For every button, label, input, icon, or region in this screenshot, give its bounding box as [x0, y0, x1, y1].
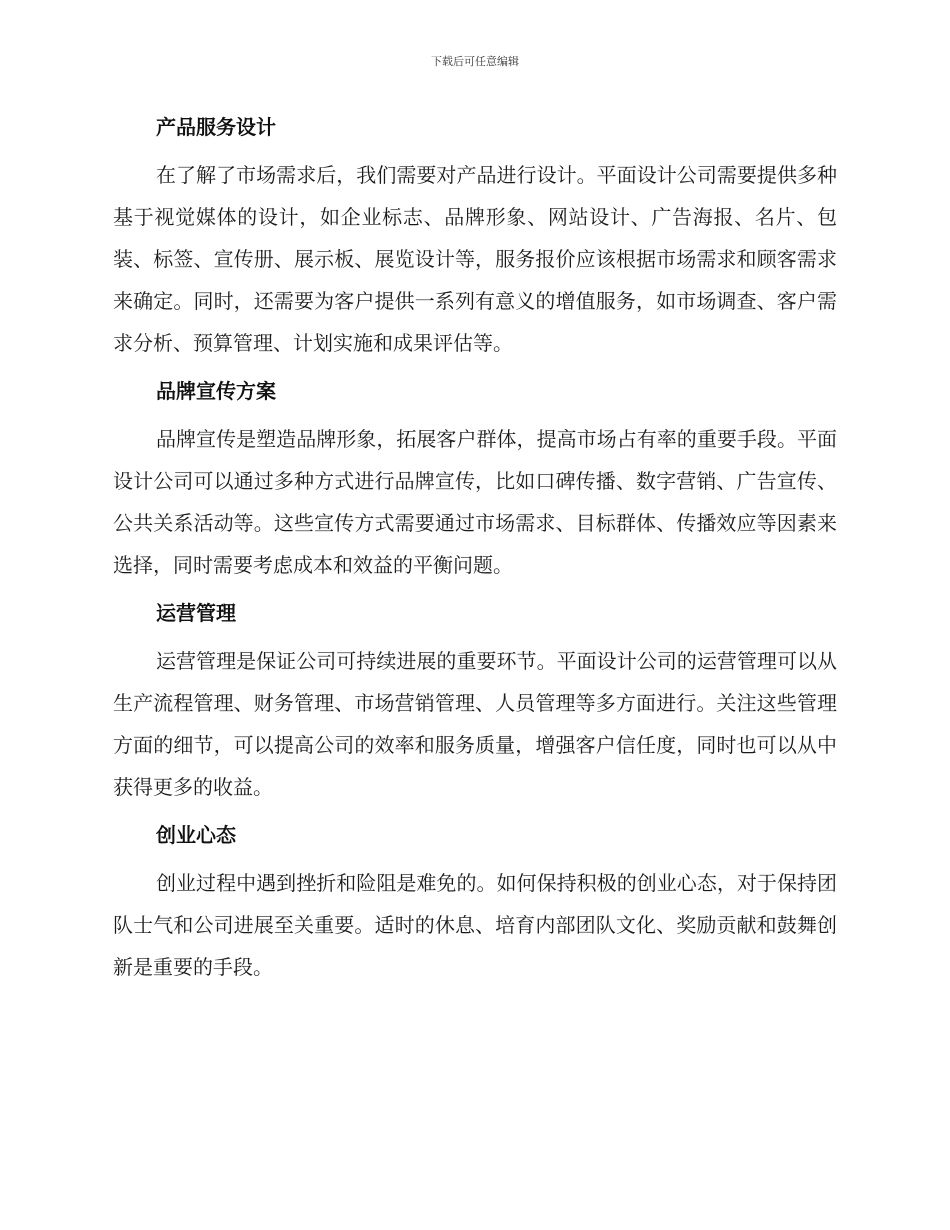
section-paragraph: 品牌宣传是塑造品牌形象，拓展客户群体，提高市场占有率的重要手段。平面设计公司可以通过多种方式进行品牌宣传，比如口碑传播、数字营销、广告宣传、公共关系活动等。这些宣传方式需要通过市场需求、目标群体、传播效应等因素来选择，同时需要考虑成本和效益的平衡问题。: [113, 427, 837, 577]
section-entrepreneur-mindset: [113, 816, 837, 988]
section-paragraph: 创业过程中遇到挫折和险阻是难免的。如何保持积极的创业心态，对于保持团队士气和公司进展至关重要。适时的休息、培育内部团队文化、奖励贡献和鼓舞创新是重要的手段。: [113, 871, 837, 979]
section-heading: 创业心态: [156, 823, 236, 847]
section-heading: 产品服务设计: [156, 115, 276, 139]
section-heading: 运营管理: [156, 601, 236, 625]
section-heading: 品牌宣传方案: [156, 379, 276, 403]
document-content: [113, 108, 837, 996]
section-paragraph: 在了解了市场需求后，我们需要对产品进行设计。平面设计公司需要提供多种基于视觉媒体的设计，如企业标志、品牌形象、网站设计、广告海报、名片、包装、标签、宣传册、展示板、展览设计等，服务报价应该根据市场需求和顾客需求来确定。同时，还需要为客户提供一系列有意义的增值服务，如市场调查、客户需求分析、预算管理、计划实施和成果评估等。: [113, 163, 837, 355]
section-brand-promotion: [113, 372, 837, 586]
section-product-service-design: [113, 108, 837, 364]
section-operations-management: [113, 594, 837, 808]
section-paragraph: 运营管理是保证公司可持续进展的重要环节。平面设计公司的运营管理可以从生产流程管理、财务管理、市场营销管理、人员管理等多方面进行。关注这些管理方面的细节，可以提高公司的效率和服务质量，增强客户信任度，同时也可以从中获得更多的收益。: [113, 649, 837, 799]
page-header-note: 下载后可任意编辑: [431, 55, 519, 68]
